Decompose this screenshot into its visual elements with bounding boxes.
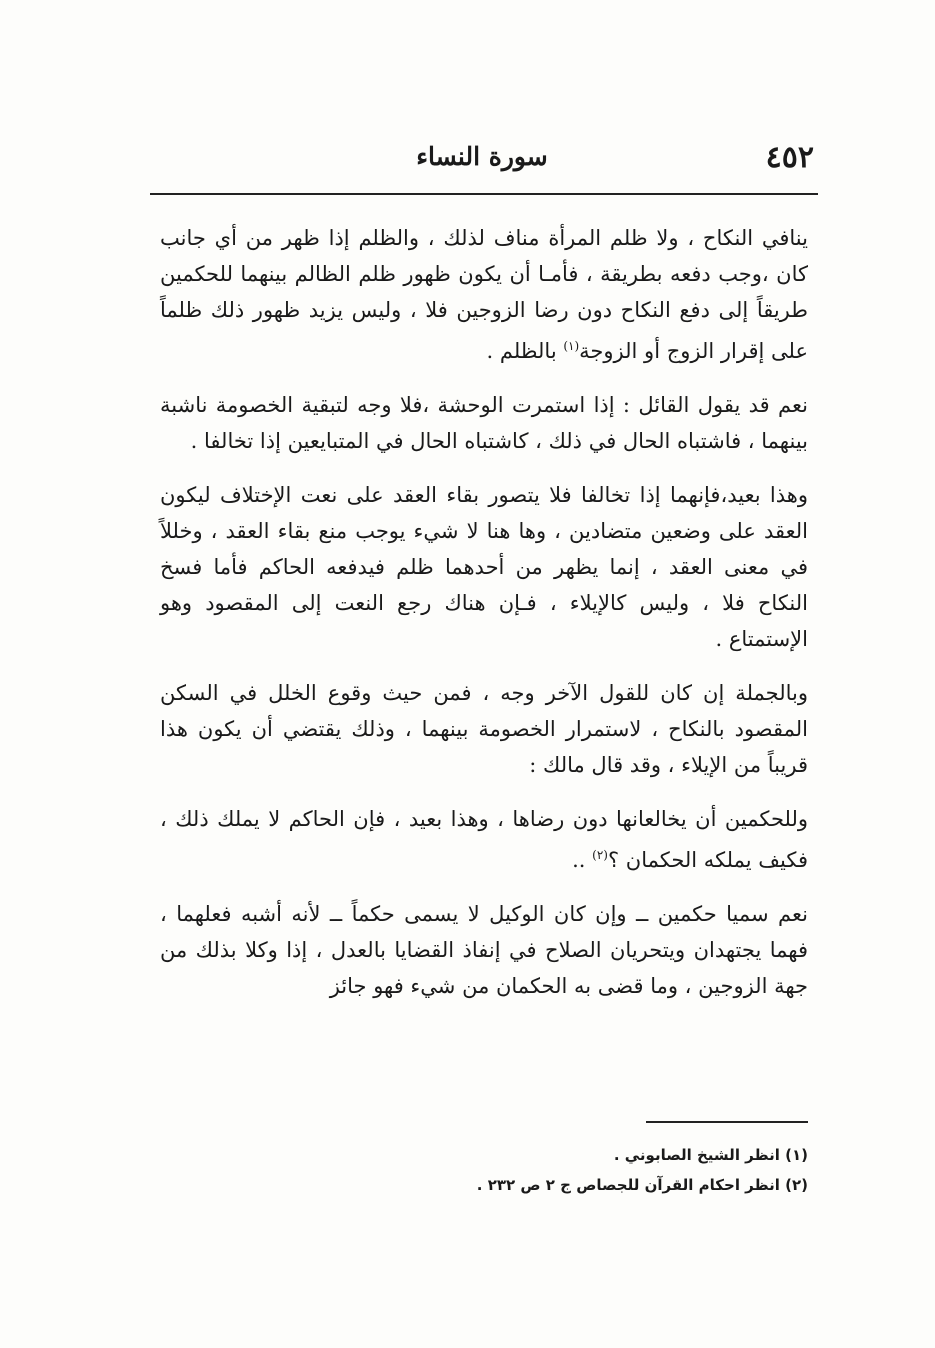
paragraph-3: وهذا بعيد،فإنهما إذا تخالفا فلا يتصور بقاء العقد على نعت الإختلاف ليكون العقد على وضعين متضادين ، وها هنا لا شيء يوجب منع بقاء العقد ، وخللاً في معنى العقد ، إنما يظهر من أحدهما ظلم فيدفعه الحاكم فأما فسخ النكاح فلا ، وليس كالإيلاء ، فـإن هناك رجع النعت إلى المقصود وهو الإستمتاع . [160,483,808,651]
footnotes [160,1140,808,1200]
footnote-2: (٢) انظر احكام القرآن للجصاص ج ٢ ص ٢٣٢ . [476,1176,808,1194]
page-number: ٤٥٢ [765,140,814,175]
body-text [160,220,808,1022]
paragraph-1-text: ينافي النكاح ، ولا ظلم المرأة مناف لذلك ، والظلم إذا ظهر من أي جانب كان ،وجب دفعه بطريقة ، فأمـا أن يكون ظهور ظلم الظالم بينهما للحكمين طريقاً إلى دفع النكاح دون رضا الزوجين فلا ، وليس يزيد ظهور ذلك ظلماً على إقرار الزوج أو الزوجة [160,226,808,363]
paragraph-5-tail: .. [572,848,593,872]
footnote-divider [646,1121,808,1123]
paragraph-6: نعم سميا حكمين ــ وإن كان الوكيل لا يسمى حكماً ــ لأنه أشبه فعلهما ، فهما يجتهدان ويتحريان الصلاح في إنفاذ القضايا بالعدل ، إذا وكلا بذلك من جهة الزوجين ، وما قضى به الحكمان من شيء فهو جائز [160,902,808,998]
page-header [150,140,814,186]
paragraph-5 [160,801,808,878]
header-divider [150,193,818,195]
footnote-1: (١) انظر الشيخ الصابوني . [613,1146,808,1164]
paragraph-1 [160,220,808,369]
footnote-ref-2: (٢) [592,848,608,862]
surah-title: سورة النساء [416,142,548,171]
paragraph-5-text: وللحكمين أن يخالعانها دون رضاها ، وهذا بعيد ، فإن الحاكم لا يملك ذلك ، فكيف يملكه الحكمان ؟ [160,807,808,872]
footnote-ref-1: (١) [563,339,580,353]
paragraph-2: نعم قد يقول القائل : إذا استمرت الوحشة ،فلا وجه لتبقية الخصومة ناشبة بينهما ، فاشتباه الحال في ذلك ، كاشتباه الحال في المتبايعين إذا تخالفا . [160,393,808,453]
paragraph-1-tail: بالظلم . [486,339,564,363]
paragraph-4: وبالجملة إن كان للقول الآخر وجه ، فمن حيث وقوع الخلل في السكن المقصود بالنكاح ، لاستمرار الخصومة بينهما ، وذلك يقتضي أن يكون هذا قريباً من الإيلاء ، وقد قال مالك : [160,681,808,777]
